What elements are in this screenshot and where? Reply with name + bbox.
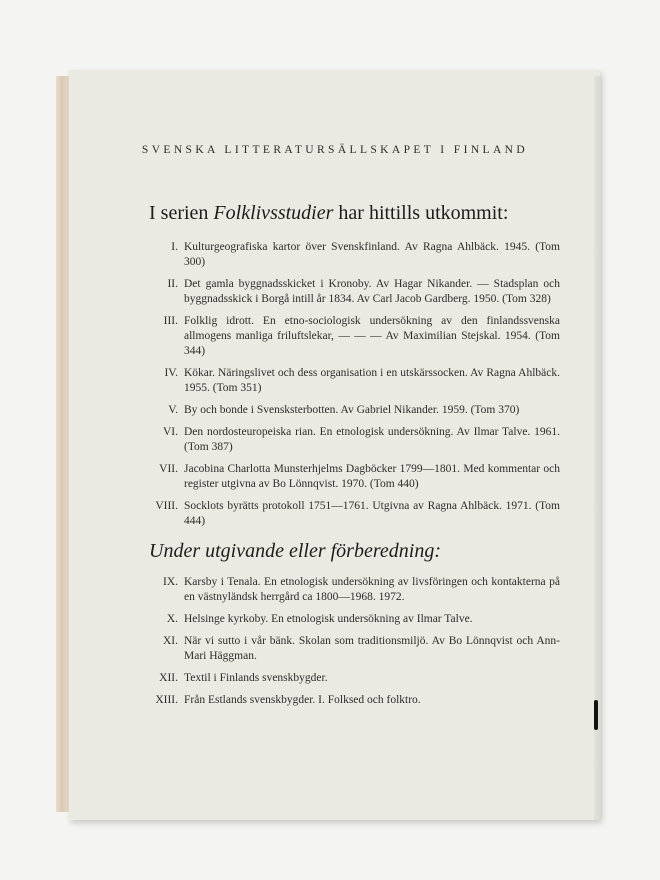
list-item: [140, 462, 560, 492]
publisher-header: SVENSKA LITTERATURSÄLLSKAPET I FINLAND: [141, 144, 529, 156]
upcoming-title: Under utgivande eller förberedning:: [149, 540, 441, 562]
item-text: Karsby i Tenala. En etnologisk undersökning av livsföringen och kontakterna på en västnyländsk herrgård ca 1800—1968. 1972.: [184, 576, 560, 603]
list-item: [140, 314, 560, 359]
item-text: Den nordosteuropeiska rian. En etnologisk undersökning. Av Ilmar Talve. 1961. (Tom 387): [184, 426, 560, 453]
item-number: X.: [166, 613, 178, 625]
item-text: Kulturgeografiska kartor över Svenskfinland. Av Ragna Ahlbäck. 1945. (Tom 300): [184, 241, 560, 268]
item-text: By och bonde i Svensksterbotten. Av Gabriel Nikander. 1959. (Tom 370): [184, 404, 520, 416]
cover-notch: [594, 700, 598, 730]
item-number: III.: [163, 315, 178, 327]
item-text: Folklig idrott. En etno-sociologisk undersökning av den finlandssvenska allmogens manliga friluftslekar, — — — Av Maximilian Stejskal. 1954. (Tom 344): [184, 315, 560, 357]
item-number: II.: [167, 278, 178, 290]
series-title-suffix: har hittills utkommit:: [333, 202, 509, 224]
item-text: Helsinge kyrkoby. En etnologisk undersökning av Ilmar Talve.: [184, 613, 473, 625]
published-list: [140, 240, 560, 536]
list-item: [140, 575, 560, 605]
list-item: [140, 671, 560, 686]
item-number: V.: [168, 404, 178, 416]
item-text: Jacobina Charlotta Munsterhjelms Dagböcker 1799—1801. Med kommentar och register utgivna av Bo Lönnqvist. 1970. (Tom 440): [184, 463, 560, 490]
item-number: XII.: [159, 672, 178, 684]
series-title-prefix: I serien: [149, 202, 214, 224]
series-title-name: Folklivsstudier: [213, 202, 334, 224]
item-text: Textil i Finlands svenskbygder.: [184, 672, 328, 684]
item-text: Från Estlands svenskbygder. I. Folksed och folktro.: [184, 694, 421, 706]
item-number: VI.: [162, 426, 178, 438]
list-item: [140, 366, 560, 396]
item-number: IX.: [162, 576, 178, 588]
item-text: Socklots byrätts protokoll 1751—1761. Utgivna av Ragna Ahlbäck. 1971. (Tom 444): [184, 500, 560, 527]
item-text: Det gamla byggnadsskicket i Kronoby. Av Hagar Nikander. — Stadsplan och byggnadsskick i Borgå intill år 1834. Av Carl Jacob Gardberg. 1950. (Tom 328): [184, 278, 560, 305]
item-number: VIII.: [155, 500, 178, 512]
upcoming-list: [140, 575, 560, 715]
list-item: [140, 693, 560, 708]
item-number: I.: [171, 241, 178, 253]
series-title: [149, 202, 508, 225]
item-number: VII.: [159, 463, 178, 475]
item-number: IV.: [164, 367, 178, 379]
item-text: När vi sutto i vår bänk. Skolan som traditionsmiljö. Av Bo Lönnqvist och Ann-Mari Häggman.: [184, 635, 560, 662]
list-item: [140, 612, 560, 627]
item-number: XIII.: [155, 694, 178, 706]
list-item: [140, 403, 560, 418]
item-text: Kökar. Näringslivet och dess organisation i en utskärssocken. Av Ragna Ahlbäck. 1955. (Tom 351): [184, 367, 560, 394]
item-number: XI.: [162, 635, 178, 647]
list-item: [140, 277, 560, 307]
list-item: [140, 240, 560, 270]
list-item: [140, 425, 560, 455]
list-item: [140, 499, 560, 529]
list-item: [140, 634, 560, 664]
